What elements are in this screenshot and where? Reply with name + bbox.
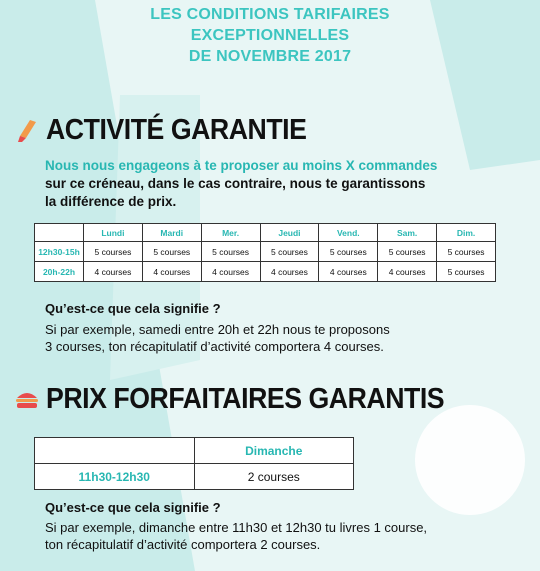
table-cell: 5 courses [437,242,496,262]
title-line-1: LES CONDITIONS TARIFAIRES [150,6,390,23]
section-title: ACTIVITÉ GARANTIE [46,114,307,146]
question-heading: Qu’est-ce que cela signifie ? [45,500,221,515]
table-cell: 5 courses [260,242,319,262]
table-corner [35,438,195,464]
answer-line-1: Si par exemple, samedi entre 20h et 22h nous te proposons [45,322,390,337]
table-cell: 4 courses [378,262,437,282]
answer-text [45,519,427,553]
column-header: Jeudi [260,224,319,242]
column-header: Mer. [201,224,260,242]
table-cell: 4 courses [201,262,260,282]
table-row [35,464,354,490]
table-row [35,262,496,282]
section-lead [45,157,437,211]
table-cell: 4 courses [260,262,319,282]
table-header-row [35,224,496,242]
table-cell: 4 courses [319,262,378,282]
table-cell: 5 courses [437,262,496,282]
answer-line-1: Si par exemple, dimanche entre 11h30 et 12h30 tu livres 1 course, [45,520,428,535]
table-cell: 5 courses [378,242,437,262]
title-line-2: EXCEPTIONNELLES [190,27,350,44]
table-cell: 2 courses [194,464,354,490]
table-header-row [35,438,354,464]
page-title [0,4,540,67]
column-header: Vend. [319,224,378,242]
table-cell: 5 courses [319,242,378,262]
table-cell: 5 courses [84,242,143,262]
row-label: 12h30-15h [35,242,84,262]
answer-line-2: 3 courses, ton récapitulatif d’activité comportera 4 courses. [45,339,384,354]
fixed-price-table [34,437,354,490]
section-title: PRIX FORFAITAIRES GARANTIS [46,383,445,415]
table-cell: 5 courses [201,242,260,262]
table-cell: 5 courses [142,242,201,262]
section-prix-forfaitaires [14,383,479,416]
table-corner [35,224,84,242]
table-cell: 4 courses [142,262,201,282]
section-activite-garantie [14,114,329,147]
lead-line-3: la différence de prix. [45,194,177,209]
row-label: 11h30-12h30 [35,464,195,490]
answer-text [45,321,390,355]
burger-icon [14,387,40,413]
answer-line-2: ton récapitulatif d’activité comportera 2 courses. [45,537,321,552]
lead-highlight: Nous nous engageons à te proposer au moins X commandes [45,158,438,173]
column-header: Dimanche [194,438,354,464]
pen-icon [14,118,40,144]
column-header: Lundi [84,224,143,242]
question-heading: Qu’est-ce que cela signifie ? [45,301,221,316]
lead-line-2: sur ce créneau, dans le cas contraire, nous te garantissons [45,176,426,191]
table-row [35,242,496,262]
column-header: Sam. [378,224,437,242]
schedule-table [34,223,496,282]
row-label: 20h-22h [35,262,84,282]
column-header: Dim. [437,224,496,242]
column-header: Mardi [142,224,201,242]
table-cell: 4 courses [84,262,143,282]
title-line-3: DE NOVEMBRE 2017 [188,48,352,65]
